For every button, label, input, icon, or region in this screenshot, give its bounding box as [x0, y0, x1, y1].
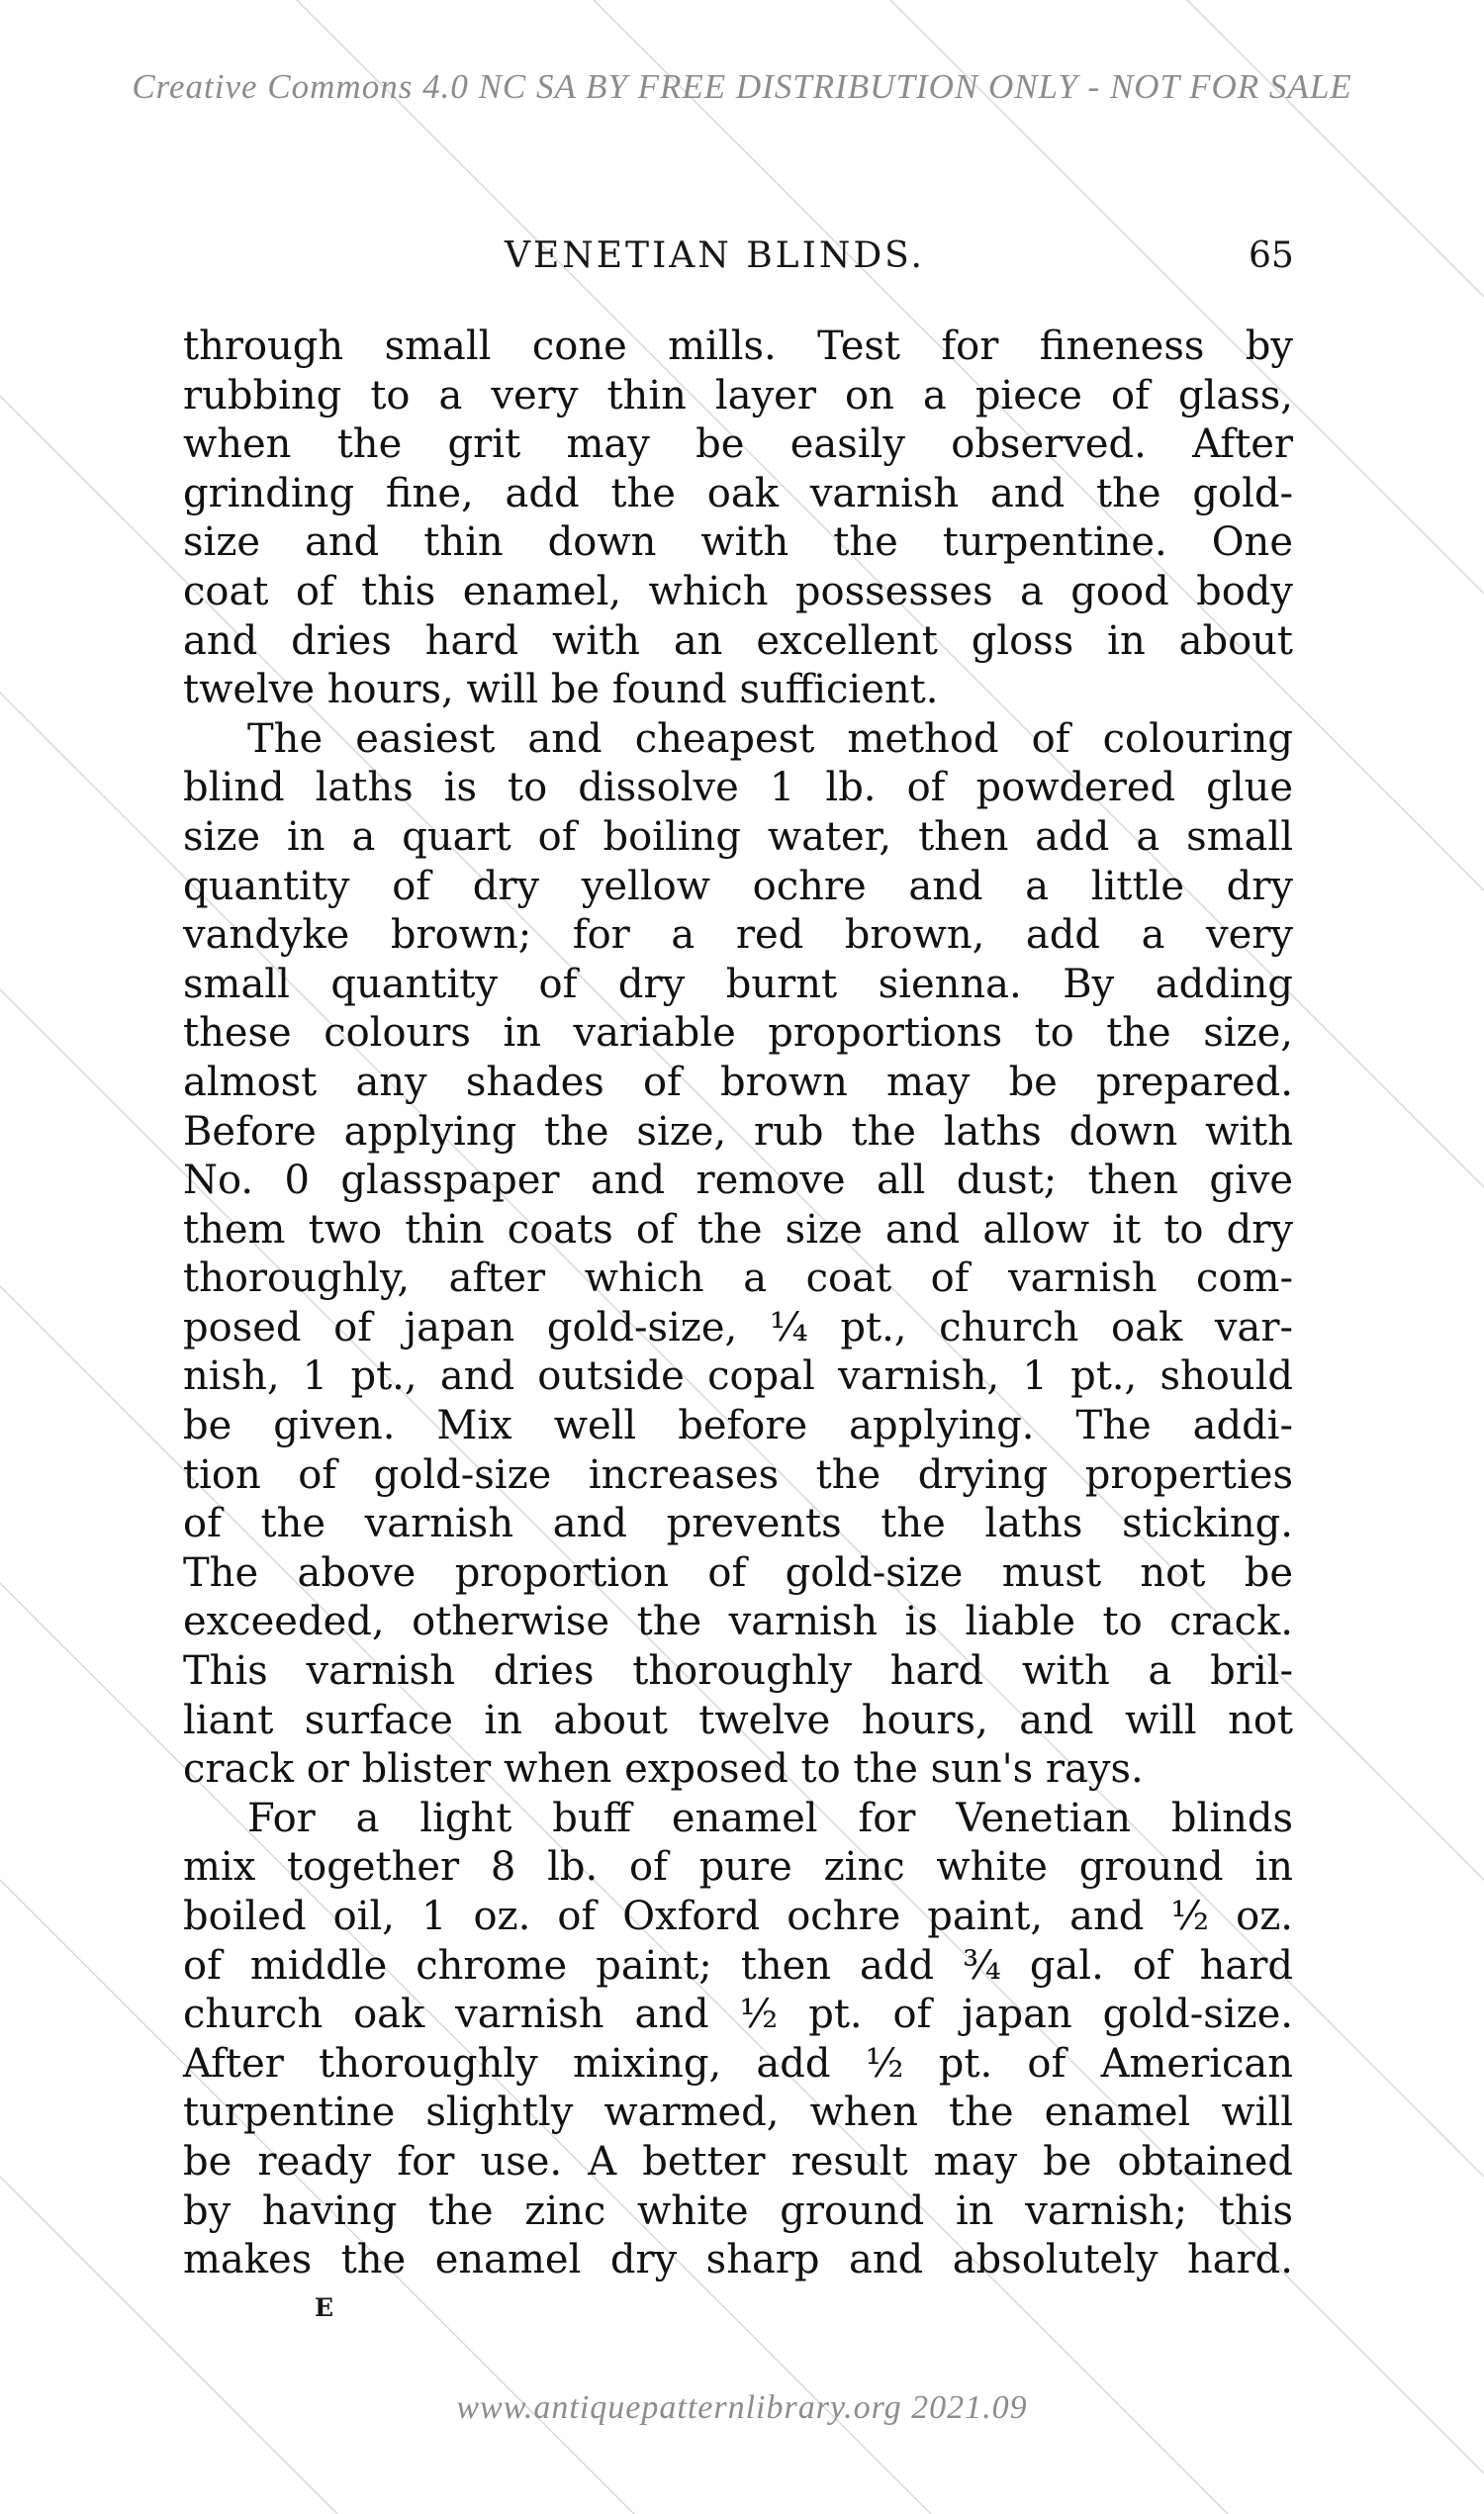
text-line: grinding fine, add the oak varnish and the gold- [183, 470, 1293, 516]
text-line: exceeded, otherwise the varnish is liable to crack. [183, 1599, 1293, 1645]
text-line: be ready for use. A better result may be obtained [183, 2138, 1293, 2185]
text-line: boiled oil, 1 oz. of Oxford ochre paint, and ½ oz. [183, 1894, 1293, 1939]
footer-url: www.antiquepatternlibrary.org 2021.09 [456, 2389, 1028, 2426]
text-line: This varnish dries thoroughly hard with a bril- [183, 1648, 1293, 1695]
text-line: makes the enamel dry sharp and absolutely hard. [183, 2237, 1293, 2283]
text-line: After thoroughly mixing, add ½ pt. of American [183, 2040, 1293, 2087]
text-line: twelve hours, will be found sufficient. [183, 667, 939, 713]
page-number: 65 [1249, 235, 1294, 276]
text-line: crack or blister when exposed to the sun's rays. [183, 1746, 1144, 1793]
text-line: mix together 8 lb. of pure zinc white ground in [183, 1844, 1293, 1891]
text-line: rubbing to a very thin layer on a piece of glass, [183, 372, 1293, 419]
text-line: nish, 1 pt., and outside copal varnish, 1 pt., should [183, 1353, 1293, 1400]
text-line: by having the zinc white ground in varnish; this [183, 2188, 1293, 2234]
running-header [0, 235, 1484, 285]
text-line: be given. Mix well before applying. The addi- [183, 1403, 1293, 1449]
text-line: when the grit may be easily observed. After [183, 421, 1293, 468]
text-line: liant surface in about twelve hours, and will not [183, 1697, 1293, 1743]
text-line: The above proportion of gold-size must not be [183, 1549, 1293, 1596]
text-line: of middle chrome paint; then add ¾ gal. of hard [183, 1942, 1293, 1989]
text-line: posed of japan gold-size, ¼ pt., church oak var- [183, 1304, 1293, 1350]
text-line: quantity of dry yellow ochre and a little dry [183, 863, 1293, 909]
paragraph-start-line: For a light buff enamel for Venetian blinds [247, 1795, 1293, 1841]
text-line: vandyke brown; for a red brown, add a very [183, 912, 1293, 959]
text-line: Before applying the size, rub the laths down with [183, 1108, 1293, 1155]
text-line: of the varnish and prevents the laths sticking. [183, 1501, 1293, 1547]
text-line: coat of this enamel, which possesses a good body [183, 568, 1293, 614]
text-line: thoroughly, after which a coat of varnish com- [183, 1256, 1293, 1302]
text-line: blind laths is to dissolve 1 lb. of powdered glue [183, 765, 1293, 811]
text-line: size in a quart of boiling water, then add a small [183, 813, 1293, 860]
text-line: church oak varnish and ½ pt. of japan gold-size. [183, 1992, 1293, 2038]
text-line: them two thin coats of the size and allow it to dry [183, 1206, 1293, 1253]
text-line: tion of gold-size increases the drying properties [183, 1451, 1293, 1498]
text-line: almost any shades of brown may be prepared. [183, 1059, 1293, 1105]
running-title: VENETIAN BLINDS. [505, 235, 925, 276]
text-line: size and thin down with the turpentine. One [183, 519, 1293, 566]
text-line: turpentine slightly warmed, when the enamel will [183, 2090, 1293, 2136]
text-line: and dries hard with an excellent gloss in about [183, 617, 1293, 664]
text-line: through small cone mills. Test for fineness by [183, 324, 1293, 369]
text-line: No. 0 glasspaper and remove all dust; then give [183, 1158, 1293, 1204]
signature-mark: E [315, 2293, 334, 2322]
text-line: small quantity of dry burnt sienna. By adding [183, 961, 1293, 1007]
paragraph-start-line: The easiest and cheapest method of colouring [247, 715, 1293, 762]
body-text [183, 323, 1293, 2285]
license-notice: Creative Commons 4.0 NC SA BY FREE DISTRIBUTION ONLY - NOT FOR SALE [132, 67, 1352, 106]
text-line: these colours in variable proportions to the size, [183, 1010, 1293, 1057]
